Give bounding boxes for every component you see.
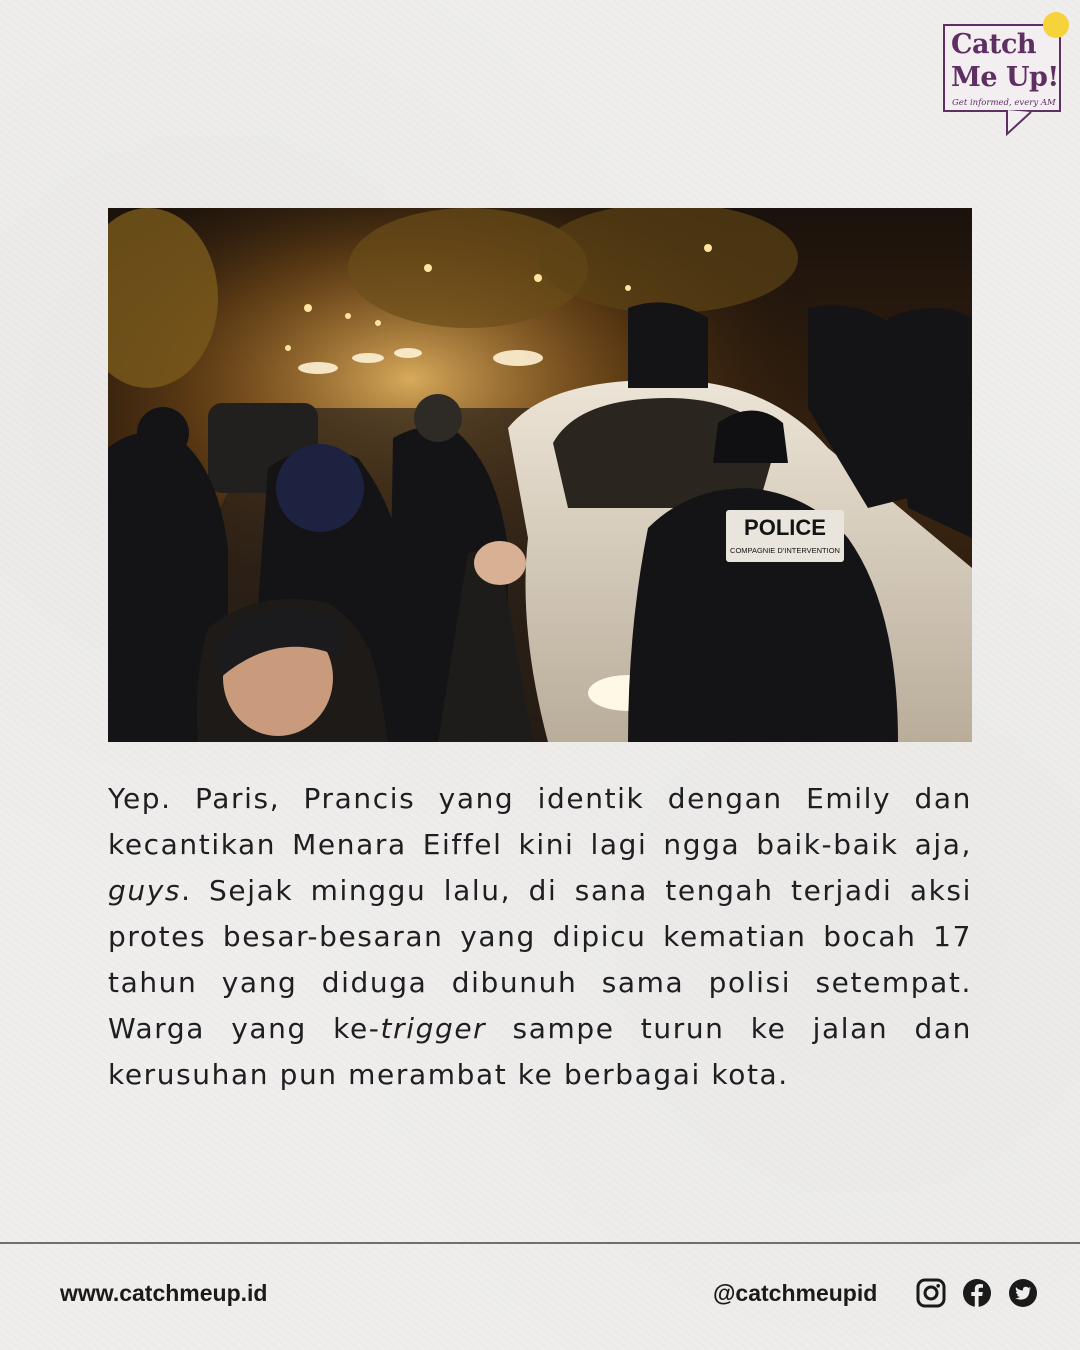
police-vest-text: POLICE — [744, 515, 826, 540]
article-seg2: . Sejak minggu lalu, di sana tengah terjadi aksi protes besar-besaran yang dipicu kematian bocah 17 tahun yang diduga dibunuh sama polisi setempat. Warga yang ke- — [108, 874, 972, 1045]
instagram-icon[interactable] — [916, 1278, 946, 1308]
protest-scene-illustration — [108, 208, 972, 742]
article-body — [108, 776, 972, 1098]
logo-line2: Me Up! — [951, 62, 1059, 93]
logo-line1: Catch — [951, 29, 1037, 60]
social-handle[interactable]: @catchmeupid — [713, 1280, 878, 1306]
article-em2: trigger — [380, 1012, 487, 1045]
article-em1: guys — [108, 874, 182, 907]
footer-divider — [0, 1242, 1080, 1244]
logo-tagline: Get informed, every AM — [952, 98, 1056, 108]
police-vest-subtext: COMPAGNIE D'INTERVENTION — [730, 546, 840, 555]
facebook-icon[interactable] — [962, 1278, 992, 1308]
logo-dot — [1043, 12, 1069, 38]
logo-speech-tail — [1005, 110, 1035, 138]
news-photo — [108, 208, 972, 742]
article-seg1: Yep. Paris, Prancis yang identik dengan Emily dan kecantikan Menara Eiffel kini lagi ngga baik-baik aja, — [108, 782, 972, 861]
website-link[interactable]: www.catchmeup.id — [60, 1280, 268, 1306]
brand-logo — [943, 24, 1061, 112]
article-seg3: sampe turun ke jalan dan kerusuhan pun merambat ke berbagai kota. — [108, 1012, 972, 1091]
twitter-icon[interactable] — [1008, 1278, 1038, 1308]
